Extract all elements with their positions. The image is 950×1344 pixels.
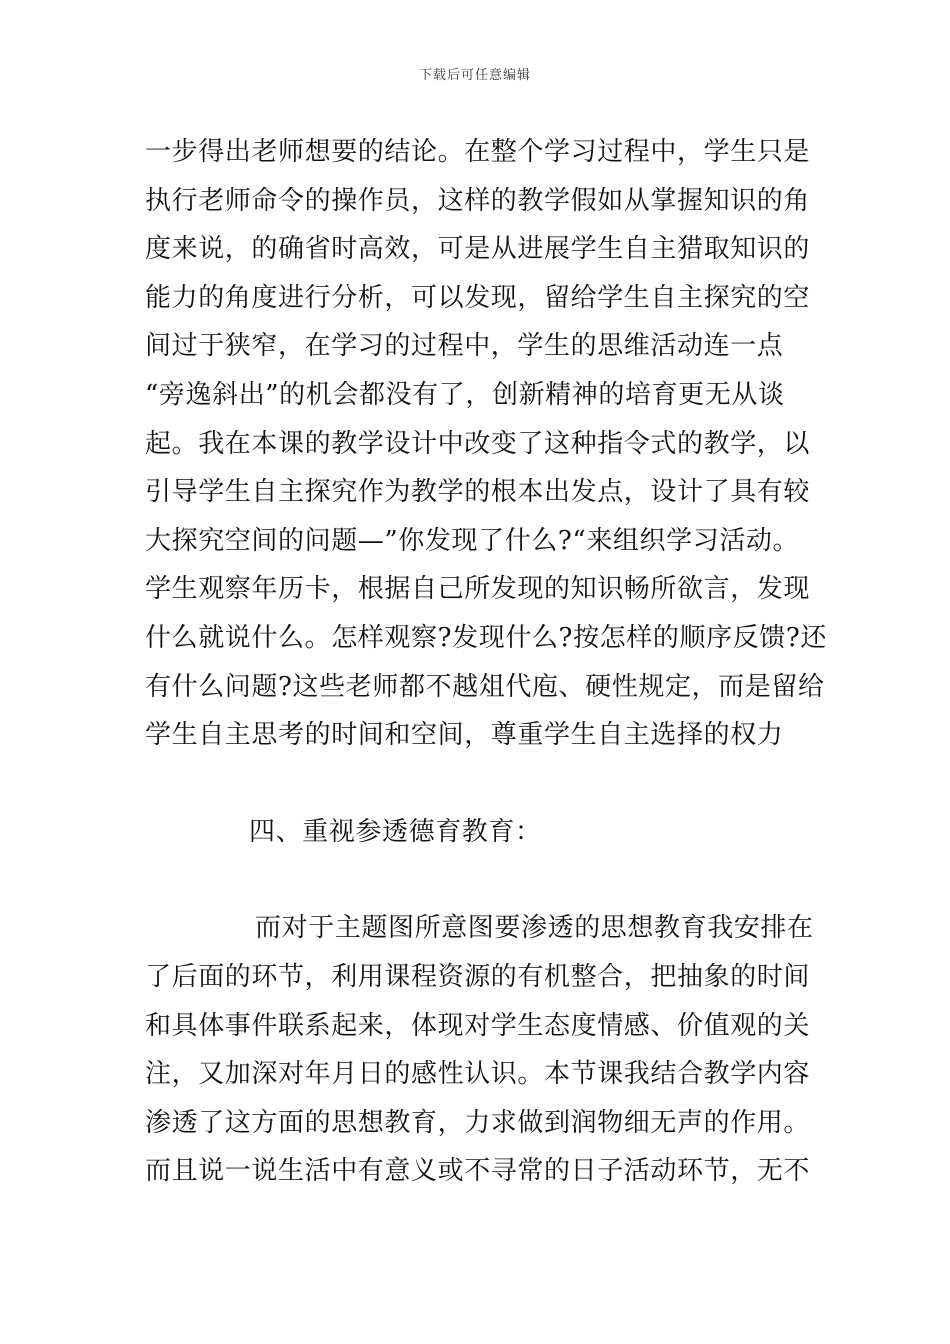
paragraph-line: 度来说，的确省时高效，可是从进展学生自主猎取知识的	[145, 234, 811, 265]
paragraph-line: 什么就说什么。怎样观察?发现什么?按怎样的顺序反馈?还	[145, 622, 828, 653]
paragraph-line: 渗透了这方面的思想教育，力求做到润物细无声的作用。	[145, 1107, 811, 1138]
paragraph-line: 学生观察年历卡，根据自己所发现的知识畅所欲言，发现	[145, 574, 811, 605]
paragraph-line: 执行老师命令的操作员，这样的教学假如从掌握知识的角	[145, 185, 811, 216]
paragraph-line: 一步得出老师想要的结论。在整个学习过程中，学生只是	[145, 137, 811, 167]
paragraph-2	[145, 904, 814, 1196]
paragraph-line: 有什么问题?这些老师都不越俎代庖、硬性规定，而是留给	[145, 671, 825, 702]
paragraph-line: 引导学生自主探究作为教学的根本出发点，设计了具有较	[145, 477, 811, 508]
paragraph-line: “旁逸斜出”的机会都没有了，创新精神的培育更无从谈	[145, 379, 785, 410]
paragraph-line: 和具体事件联系起来，体现对学生态度情感、价值观的关	[145, 1010, 811, 1041]
document-body	[145, 128, 828, 1196]
page-header: 下载后可任意编辑	[418, 68, 531, 83]
paragraph-line: 间过于狭窄，在学习的过程中，学生的思维活动连一点	[145, 331, 784, 362]
spacer	[145, 760, 810, 808]
spacer	[145, 856, 810, 904]
paragraph-line: 学生自主思考的时间和空间，尊重学生自主选择的权力	[145, 720, 784, 751]
paragraph-line: 而对于主题图所意图要渗透的思想教育我安排在	[255, 913, 814, 944]
paragraph-line: 大探究空间的问题—”你发现了什么?“来组织学习活动。	[145, 525, 800, 556]
paragraph-line: 起。我在本课的教学设计中改变了这种指令式的教学，以	[145, 428, 811, 459]
paragraph-line: 能力的角度进行分析，可以发现，留给学生自主探究的空	[145, 282, 811, 313]
paragraph-line: 而且说一说生活中有意义或不寻常的日子活动环节，无不	[145, 1156, 811, 1187]
paragraph-1	[145, 128, 828, 760]
section-heading: 四、重视参透德育教育：	[249, 816, 542, 847]
paragraph-line: 了后面的环节，利用课程资源的有机整合，把抽象的时间	[145, 961, 811, 992]
paragraph-line: 注，又加深对年月日的感性认识。本节课我结合教学内容	[145, 1059, 811, 1090]
